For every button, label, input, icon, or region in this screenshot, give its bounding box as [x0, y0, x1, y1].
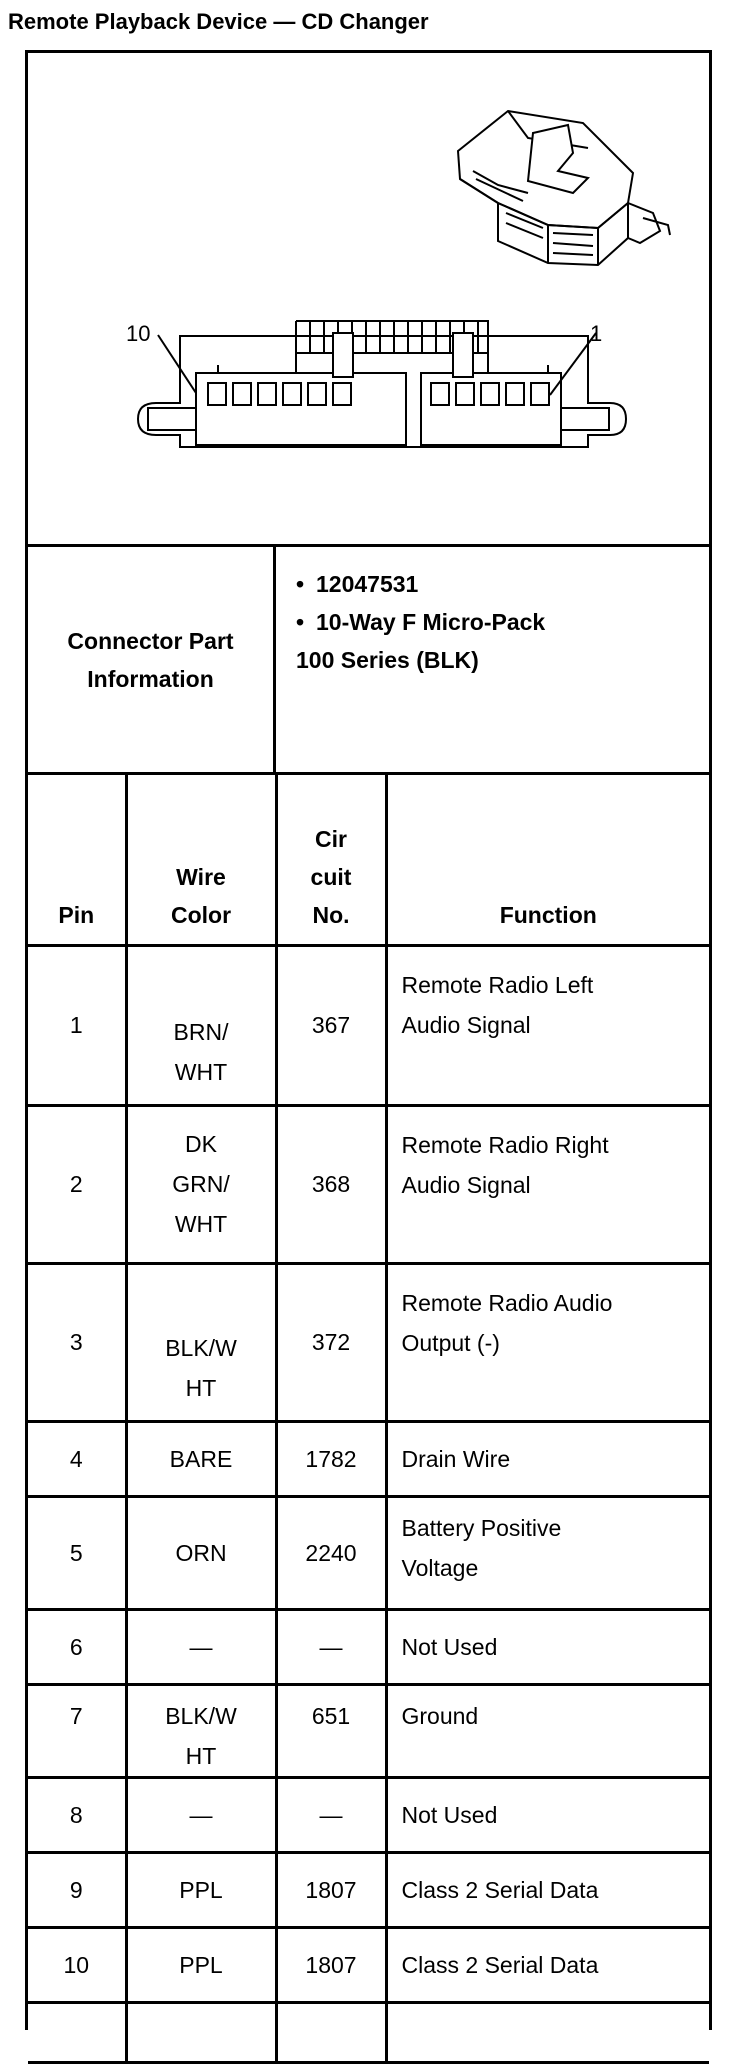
connector-info-body [276, 565, 699, 679]
header-circuit-number: Cir cuit No. [276, 775, 386, 945]
pin10-label: 10 [126, 321, 151, 346]
header-pin: Pin [28, 775, 126, 945]
bullet-icon: • [296, 609, 305, 635]
circuit-cell: 1807 [276, 1927, 386, 2002]
pin-cell: 6 [28, 1609, 126, 1684]
circuit-cell: 372 [276, 1263, 386, 1421]
part-number-item [276, 565, 699, 603]
pin-cell: 8 [28, 1777, 126, 1852]
table-row [28, 1852, 709, 1927]
table-row [28, 1927, 709, 2002]
function-cell: Drain Wire [386, 1421, 709, 1496]
function-cell: Battery Positive Voltage [386, 1496, 709, 1609]
connector-description-line1: 10-Way F Micro-Pack [316, 609, 546, 635]
table-row [28, 1421, 709, 1496]
circuit-cell: — [276, 1609, 386, 1684]
connector-info-label-line1: Connector Part [67, 627, 234, 654]
header-wire-color: Wire Color [126, 775, 276, 945]
table-row [28, 1684, 709, 1777]
connector-info-label [28, 547, 276, 772]
circuit-cell: 368 [276, 1105, 386, 1263]
circuit-cell: — [276, 1777, 386, 1852]
pin1-label: 1 [590, 321, 603, 346]
circuit-cell: 1807 [276, 1852, 386, 1927]
wire-color-cell: PPL [126, 1927, 276, 2002]
table-row [28, 1105, 709, 1263]
table-row [28, 1263, 709, 1421]
wire-color-cell: ORN [126, 1496, 276, 1609]
function-cell: Remote Radio Left Audio Signal [386, 945, 709, 1105]
table-header-row [28, 775, 709, 945]
function-cell: Class 2 Serial Data [386, 1927, 709, 2002]
function-cell: Not Used [386, 1609, 709, 1684]
connector-illustration [28, 53, 709, 544]
connector-info-label-line2: Information [87, 665, 214, 692]
wire-color-cell: PPL [126, 1852, 276, 1927]
connector-diagram [28, 53, 709, 547]
wire-color-cell: — [126, 1609, 276, 1684]
function-cell: Remote Radio Audio Output (-) [386, 1263, 709, 1421]
function-cell: Remote Radio Right Audio Signal [386, 1105, 709, 1263]
table-row [28, 1777, 709, 1852]
circuit-cell: 1782 [276, 1421, 386, 1496]
wire-color-cell: DK GRN/ WHT [126, 1105, 276, 1263]
pinout-table [28, 775, 709, 2064]
circuit-cell: 367 [276, 945, 386, 1105]
wire-color-cell: — [126, 1777, 276, 1852]
wire-color-cell: BLK/W HT [126, 1684, 276, 1777]
table-row-empty [28, 2002, 709, 2062]
connector-3d-icon [458, 111, 670, 265]
table-row [28, 945, 709, 1105]
page-title: Remote Playback Device — CD Changer [8, 9, 429, 34]
pin-cell: 2 [28, 1105, 126, 1263]
table-row [28, 1609, 709, 1684]
pin-cell: 10 [28, 1927, 126, 2002]
wire-color-cell: BLK/W HT [126, 1263, 276, 1421]
function-cell: Not Used [386, 1777, 709, 1852]
connector-part-information [28, 547, 709, 775]
header-function: Function [386, 775, 709, 945]
connector-description-line2: 100 Series (BLK) [296, 647, 479, 673]
wire-color-cell: BARE [126, 1421, 276, 1496]
bullet-icon: • [296, 571, 305, 597]
pin-cell: 7 [28, 1684, 126, 1777]
description-item [276, 603, 699, 641]
pin-cell: 5 [28, 1496, 126, 1609]
table-row [28, 1496, 709, 1609]
function-cell: Class 2 Serial Data [386, 1852, 709, 1927]
pin-cell: 4 [28, 1421, 126, 1496]
part-number: 12047531 [316, 571, 419, 597]
function-cell: Ground [386, 1684, 709, 1777]
pin-cell: 9 [28, 1852, 126, 1927]
circuit-cell: 651 [276, 1684, 386, 1777]
wire-color-cell: BRN/ WHT [126, 945, 276, 1105]
pin-cell: 3 [28, 1263, 126, 1421]
pin-cell: 1 [28, 945, 126, 1105]
connector-card [25, 50, 712, 2030]
circuit-cell: 2240 [276, 1496, 386, 1609]
